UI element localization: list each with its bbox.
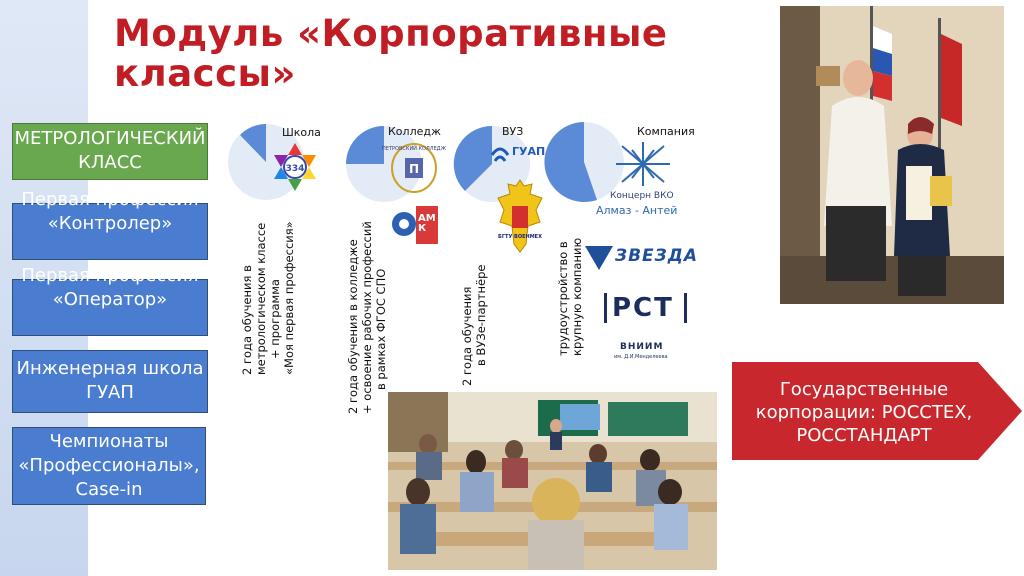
vniim-logo-text: ВНИИМ	[620, 342, 664, 352]
stage-school-heading: Школа	[282, 126, 321, 139]
bgtu-voenmeh-logo	[492, 176, 548, 258]
stage-college-line: в рамках ФГОС СПО	[374, 268, 388, 390]
rst-logo	[604, 293, 690, 333]
box-metrology-class	[12, 123, 208, 180]
almaz-antey-logo	[596, 138, 690, 222]
almaz-logo-line2: Алмаз - Антей	[596, 204, 678, 217]
box-metrology-class-label: МЕТРОЛОГИЧЕСКИЙ КЛАСС	[14, 128, 206, 173]
stage-university-heading: ВУЗ	[502, 125, 524, 138]
box-first-profession-operator-label: Первая профессия «Оператор»	[21, 265, 199, 310]
stage-school-description	[240, 221, 296, 375]
school-334-logo	[268, 140, 322, 194]
stage-school-line: «Моя первая профессия»	[282, 221, 296, 375]
photo-classroom	[388, 392, 717, 570]
box-championships-label: Чемпионаты «Профессионалы», Case-in	[18, 431, 200, 500]
almaz-logo-line1: Концерн ВКО	[610, 191, 674, 201]
stage-college-line: + освоение рабочих профессий	[360, 221, 374, 414]
amk-logo-text: АМК	[418, 213, 436, 234]
slide-title: Модуль «Корпоративные классы»	[114, 12, 668, 95]
stage-college-line: 2 года обучения в колледже	[346, 239, 360, 414]
stage-college-description	[346, 221, 388, 414]
stage-university-description	[460, 265, 488, 386]
box-engineering-school	[12, 350, 208, 413]
school-number-text: 334	[285, 164, 305, 174]
box-first-profession-controller	[12, 189, 208, 260]
amk-logo	[388, 202, 440, 246]
stage-school-line: 2 года обучения в	[240, 265, 254, 375]
gov-corporations-label: Государственные корпорации: РОССТЕХ, РОССТАНДАРТ	[755, 378, 973, 446]
box-first-profession-controller-label: Первая профессия «Контролер»	[21, 189, 199, 234]
rst-logo-text: РСТ	[612, 293, 674, 323]
stage-school-line: метрологическом классе	[254, 222, 268, 375]
college-logo-text: ПЕТРОВСКИЙ КОЛЛЕДЖ	[382, 146, 446, 152]
photo-award-ceremony	[780, 6, 1004, 304]
bgtu-logo-text: БГТУ ВОЕНМЕХ	[498, 234, 542, 240]
box-championships	[12, 427, 206, 505]
petrovsky-college-logo	[382, 138, 446, 194]
guap-logo	[490, 141, 546, 171]
zvezda-logo	[585, 244, 711, 272]
svg-text:П: П	[408, 162, 420, 176]
stage-university-line: в ВУЗе-партнёре	[474, 264, 488, 366]
stage-company-line: трудоустройство в	[556, 241, 570, 356]
zvezda-logo-text: ЗВЕЗДА	[615, 246, 699, 266]
box-engineering-school-label: Инженерная школа ГУАП	[16, 358, 204, 403]
stage-university-line: 2 года обучения	[460, 286, 474, 386]
stage-school-line: + программа	[268, 279, 282, 359]
box-first-profession-operator	[12, 265, 208, 336]
stage-college-heading: Колледж	[388, 125, 441, 138]
guap-logo-text: ГУАП	[512, 145, 546, 158]
stage-company-line: крупную компанию	[570, 237, 584, 356]
stage-company-description	[556, 238, 584, 356]
vniim-logo-subtext: им. Д.И.Менделеева	[614, 354, 668, 360]
stage-company-heading: Компания	[637, 125, 695, 138]
vniim-logo	[614, 342, 694, 366]
